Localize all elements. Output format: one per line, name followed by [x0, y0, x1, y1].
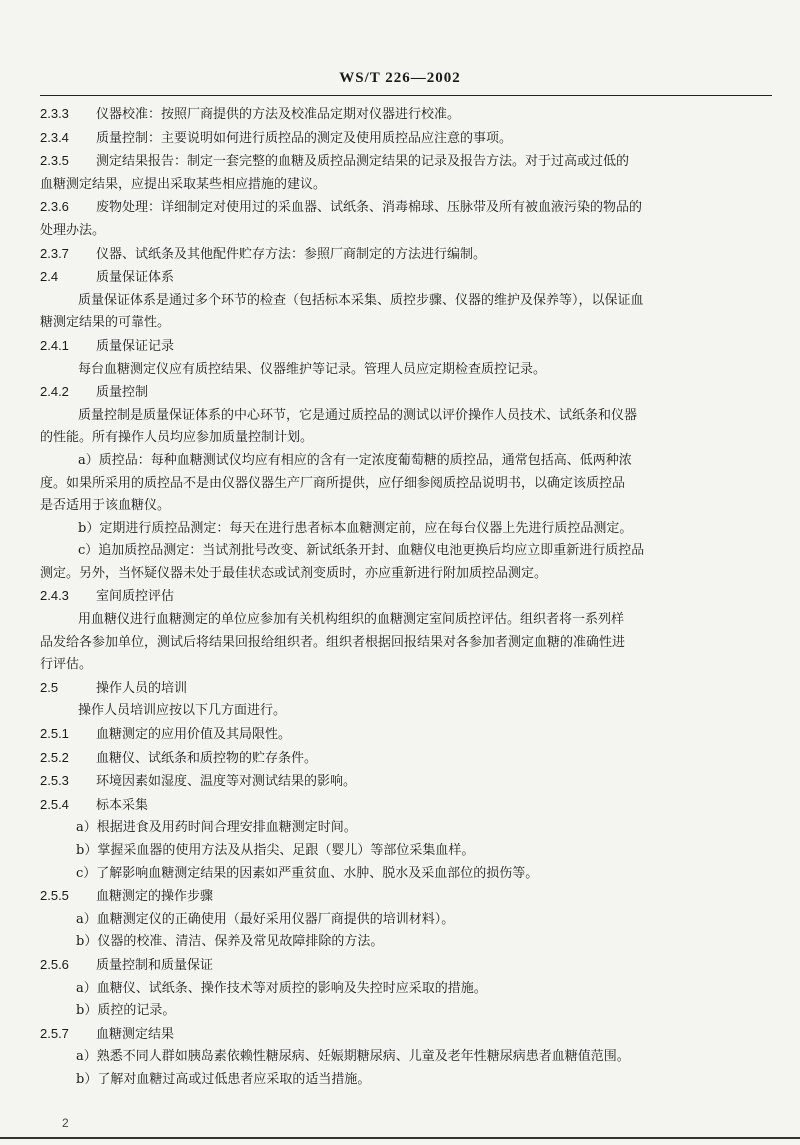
- text-line: [40, 563, 772, 586]
- line-text: 行评估。: [40, 657, 93, 673]
- standard-code: WS/T 226—2002: [339, 70, 461, 86]
- text-line: [40, 585, 772, 609]
- line-text: 用血糖仪进行血糖测定的单位应参加有关机构组织的血糖测定室间质控评估。组织者将一系列样: [78, 612, 625, 628]
- text-line: [40, 1000, 772, 1023]
- text-line: [40, 700, 772, 723]
- text-line: [40, 127, 772, 151]
- text-line: [40, 909, 772, 932]
- clause-number: 2.5.2: [40, 749, 69, 765]
- footer-rule: [0, 1137, 800, 1139]
- line-text: 是否适用于该血糖仪。: [40, 498, 171, 514]
- document-body: [40, 103, 772, 1092]
- text-line: [40, 794, 772, 818]
- text-line: [40, 770, 772, 794]
- text-line: [40, 312, 772, 335]
- line-text: 血糖测定结果，应提出采取某些相应措施的建议。: [40, 176, 327, 192]
- line-text: 血糖测定的操作步骤: [96, 889, 214, 905]
- line-text: 血糖测定的应用价值及其局限性。: [96, 727, 292, 743]
- line-text: 质量控制：主要说明如何进行质控品的测定及使用质控品应注意的事项。: [96, 130, 513, 146]
- line-text: 每台血糖测定仪应有质控结果、仪器维护等记录。管理人员应定期检查质控记录。: [78, 361, 547, 377]
- line-text: 废物处理：详细制定对使用过的采血器、试纸条、消毒棉球、压脉带及所有被血液污染的物品的: [96, 200, 643, 216]
- text-line: [40, 1023, 772, 1047]
- line-text: a）血糖测定仪的正确使用（最好采用仪器厂商提供的培训材料）。: [76, 911, 455, 927]
- text-line: [40, 103, 772, 127]
- text-line: [40, 840, 772, 863]
- line-text: b）了解对血糖过高或过低患者应采取的适当措施。: [76, 1071, 371, 1087]
- text-line: [40, 863, 772, 886]
- clause-number: 2.5.5: [40, 888, 69, 904]
- clause-number: 2.4.3: [40, 588, 69, 604]
- line-text: 仪器校准：按照厂商提供的方法及校准品定期对仪器进行校准。: [96, 107, 461, 122]
- clause-number: 2.3.6: [40, 199, 69, 215]
- clause-number: 2.5.3: [40, 773, 69, 789]
- text-line: [40, 196, 772, 220]
- line-text: 糖测定结果的可靠性。: [40, 315, 171, 331]
- text-line: [40, 723, 772, 747]
- text-line: [40, 1046, 772, 1069]
- clause-number: 2.5.7: [40, 1025, 69, 1041]
- text-line: [40, 885, 772, 909]
- line-text: c）了解影响血糖测定结果的因素如严重贫血、水肿、脱水及采血部位的损伤等。: [76, 865, 539, 881]
- clause-number: 2.3.7: [40, 245, 69, 261]
- text-line: [40, 817, 772, 840]
- clause-number: 2.4.2: [40, 384, 69, 400]
- text-line: [40, 1069, 772, 1092]
- line-text: 处理办法。: [40, 222, 106, 238]
- text-line: [40, 359, 772, 382]
- line-text: 操作人员的培训: [96, 680, 188, 696]
- line-text: a）根据进食及用药时间合理安排血糖测定时间。: [76, 820, 357, 836]
- line-text: 度。如果所采用的质控品不是由仪器仪器生产厂商所提供，应仔细参阅质控品说明书，以确定该质控品: [40, 475, 626, 491]
- text-line: [40, 540, 772, 563]
- text-line: [40, 954, 772, 978]
- text-line: [40, 381, 772, 405]
- line-text: b）定期进行质控品测定：每天在进行患者标本血糖测定前，应在每台仪器上先进行质控品测定。: [78, 520, 633, 536]
- text-line: [40, 266, 772, 290]
- header-rule: [40, 95, 772, 96]
- line-text: 质量保证记录: [96, 338, 175, 354]
- text-line: [40, 518, 772, 541]
- line-text: a）质控品：每种血糖测试仪均应有相应的含有一定浓度葡萄糖的质控品，通常包括高、低两种浓: [78, 452, 632, 468]
- line-text: 质量保证体系是通过多个环节的检查（包括标本采集、质控步骤、仪器的维护及保养等），以保证血: [78, 292, 644, 308]
- text-line: [40, 747, 772, 771]
- clause-number: 2.3.4: [40, 129, 69, 145]
- text-line: [40, 609, 772, 632]
- text-line: [40, 931, 772, 954]
- line-text: 血糖测定结果: [96, 1026, 175, 1042]
- text-line: [40, 978, 772, 1001]
- line-text: b）质控的记录。: [76, 1003, 176, 1019]
- clause-number: 2.5.6: [40, 956, 69, 972]
- line-text: 操作人员培训应按以下几方面进行。: [78, 703, 287, 719]
- line-text: 测定结果报告：制定一套完整的血糖及质控品测定结果的记录及报告方法。对于过高或过低的: [96, 154, 630, 170]
- line-text: 环境因素如湿度、温度等对测试结果的影响。: [96, 774, 357, 790]
- line-text: 室间质控评估: [96, 589, 175, 605]
- line-text: 的性能。所有操作人员均应参加质量控制计划。: [40, 430, 314, 446]
- text-line: [40, 632, 772, 655]
- text-line: [40, 290, 772, 313]
- text-line: [40, 450, 772, 473]
- clause-number: 2.3.5: [40, 153, 69, 169]
- clause-number: 2.4: [40, 269, 59, 285]
- page-number: 2: [62, 1116, 69, 1130]
- line-text: b）掌握采血器的使用方法及从指尖、足跟（婴儿）等部位采集血样。: [76, 843, 475, 858]
- line-text: 仪器、试纸条及其他配件贮存方法：参照厂商制定的方法进行编制。: [96, 246, 487, 262]
- text-line: [40, 150, 772, 174]
- text-line: [40, 473, 772, 496]
- line-text: 质量控制是质量保证体系的中心环节，它是通过质控品的测试以评价操作人员技术、试纸条和仪器: [78, 407, 638, 423]
- clause-number: 2.4.1: [40, 337, 69, 353]
- line-text: 标本采集: [96, 797, 149, 813]
- line-text: 质量控制和质量保证: [96, 957, 214, 973]
- clause-number: 2.3.3: [40, 106, 69, 121]
- text-line: [40, 243, 772, 267]
- line-text: a）熟悉不同人群如胰岛素依赖性糖尿病、妊娠期糖尿病、儿童及老年性糖尿病患者血糖值范围。: [76, 1049, 630, 1065]
- clause-number: 2.5.1: [40, 726, 69, 742]
- line-text: 品发给各参加单位，测试后将结果回报给组织者。组织者根据回报结果对各参加者测定血糖的准确性进: [40, 634, 626, 650]
- text-line: [40, 174, 772, 197]
- text-line: [40, 405, 772, 428]
- text-line: [40, 220, 772, 243]
- text-line: [40, 495, 772, 518]
- text-line: [40, 654, 772, 677]
- line-text: 测定。另外，当怀疑仪器未处于最佳状态或试剂变质时，亦应重新进行附加质控品测定。: [40, 565, 548, 581]
- text-line: [40, 427, 772, 450]
- line-text: 血糖仪、试纸条和质控物的贮存条件。: [96, 750, 318, 766]
- line-text: c）追加质控品测定：当试剂批号改变、新试纸条开封、血糖仪电池更换后均应立即重新进行质控品: [78, 543, 645, 559]
- text-line: [40, 335, 772, 359]
- line-text: 质量控制: [96, 385, 149, 401]
- line-text: 质量保证体系: [96, 270, 175, 286]
- clause-number: 2.5.4: [40, 796, 69, 812]
- text-line: [40, 677, 772, 701]
- line-text: a）血糖仪、试纸条、操作技术等对质控的影响及失控时应采取的措施。: [76, 980, 487, 996]
- line-text: b）仪器的校准、清洁、保养及常见故障排除的方法。: [76, 934, 384, 950]
- clause-number: 2.5: [40, 679, 59, 695]
